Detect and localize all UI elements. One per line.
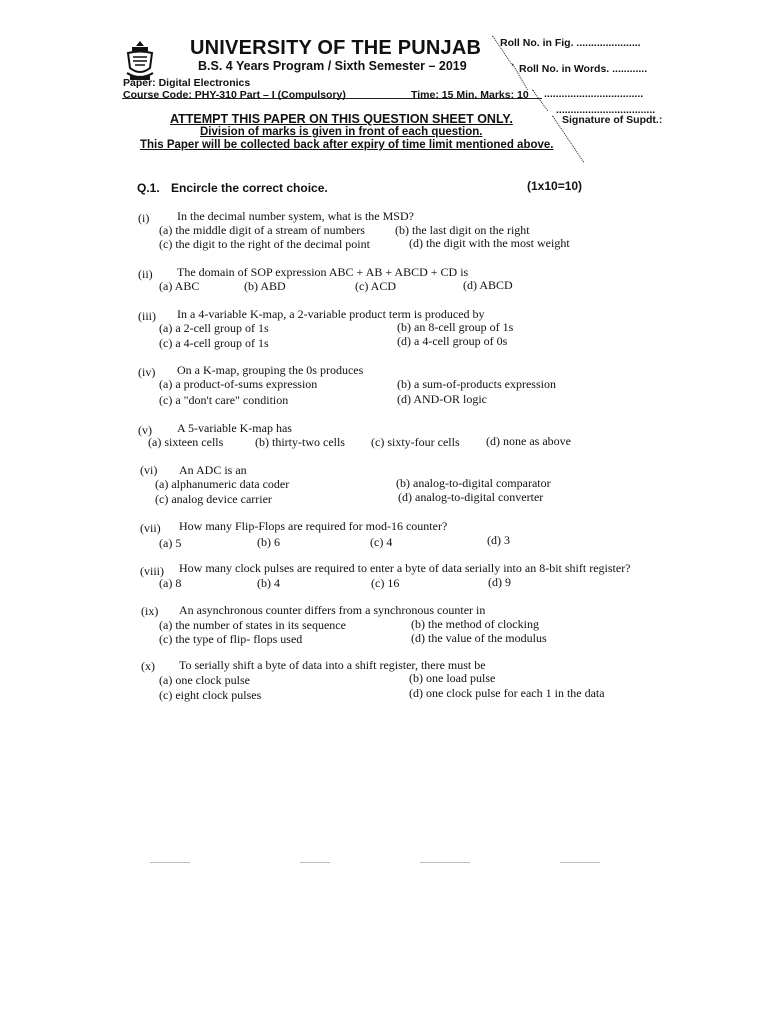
university-crest-logo	[124, 40, 156, 82]
option-b[interactable]: (b) a sum-of-products expression	[397, 377, 556, 391]
question-number: (viii)	[140, 564, 164, 578]
option-c[interactable]: (c) analog device carrier	[155, 492, 272, 506]
question-text: How many clock pulses are required to enter a byte of data serially into an 8-bit shift register?	[179, 561, 631, 575]
option-a[interactable]: (a) 5	[159, 536, 182, 550]
option-b[interactable]: (b) ABD	[244, 279, 286, 293]
option-c[interactable]: (c) ACD	[355, 279, 396, 293]
option-a[interactable]: (a) alphanumeric data coder	[155, 477, 290, 491]
option-c[interactable]: (c) sixty-four cells	[371, 435, 460, 449]
option-c[interactable]: (c) the type of flip- flops used	[159, 632, 303, 646]
section-marks: (1x10=10)	[527, 179, 583, 193]
option-d[interactable]: (d) analog-to-digital converter	[398, 490, 544, 504]
option-b[interactable]: (b) 4	[257, 576, 280, 590]
option-a[interactable]: (a) a product-of-sums expression	[159, 377, 318, 391]
question-text: A 5-variable K-map has	[177, 421, 292, 435]
option-c[interactable]: (c) 4	[370, 535, 393, 549]
option-d[interactable]: (d) the value of the modulus	[411, 631, 547, 645]
option-d[interactable]: (d) a 4-cell group of 0s	[397, 334, 508, 348]
option-d[interactable]: (d) AND-OR logic	[397, 392, 487, 406]
option-b[interactable]: (b) the method of clocking	[411, 617, 539, 631]
question-text: In a 4-variable K-map, a 2-variable product term is produced by	[177, 307, 485, 321]
scan-artifact	[150, 862, 190, 863]
option-c[interactable]: (c) eight clock pulses	[159, 688, 262, 702]
option-d[interactable]: (d) the digit with the most weight	[409, 236, 570, 250]
option-b[interactable]: (b) thirty-two cells	[255, 435, 345, 449]
question-number: (x)	[141, 659, 155, 673]
option-b[interactable]: (b) one load pulse	[409, 671, 496, 685]
section-title: Encircle the correct choice.	[171, 181, 328, 195]
roll-number-figures-field[interactable]: Roll No. in Fig. ......................	[500, 37, 641, 49]
time-marks: Time: 15 Min. Marks: 10	[411, 89, 529, 101]
roll-number-words-field[interactable]: Roll No. in Words. ............	[519, 63, 648, 75]
option-a[interactable]: (a) a 2-cell group of 1s	[159, 321, 269, 335]
option-b[interactable]: (b) the last digit on the right	[395, 223, 530, 237]
option-a[interactable]: (a) ABC	[159, 279, 200, 293]
roll-number-dotted-line: ..................................	[544, 88, 644, 100]
option-d[interactable]: (d) 9	[488, 575, 511, 589]
paper-name: Paper: Digital Electronics	[123, 77, 251, 89]
question-text: To serially shift a byte of data into a shift register, there must be	[179, 658, 486, 672]
course-code: Course Code: PHY-310 Part – I (Compulsory)	[123, 89, 346, 101]
option-d[interactable]: (d) none as above	[486, 434, 571, 448]
program-line: B.S. 4 Years Program / Sixth Semester – 2019	[198, 59, 467, 73]
option-d[interactable]: (d) ABCD	[463, 278, 513, 292]
question-text: How many Flip-Flops are required for mod-16 counter?	[179, 519, 448, 533]
option-b[interactable]: (b) analog-to-digital comparator	[396, 476, 551, 490]
signature-label: Signature of Supdt.:	[562, 114, 663, 126]
question-number: (i)	[138, 211, 150, 225]
option-c[interactable]: (c) a 4-cell group of 1s	[159, 336, 269, 350]
option-a[interactable]: (a) sixteen cells	[148, 435, 224, 449]
option-c[interactable]: (c) a "don't care" condition	[159, 393, 289, 407]
option-a[interactable]: (a) 8	[159, 576, 182, 590]
option-b[interactable]: (b) an 8-cell group of 1s	[397, 320, 514, 334]
option-c[interactable]: (c) the digit to the right of the decimal point	[159, 237, 370, 251]
header-rule	[122, 98, 542, 99]
option-c[interactable]: (c) 16	[371, 576, 400, 590]
question-text: An asynchronous counter differs from a synchronous counter in	[179, 603, 486, 617]
question-number: (vi)	[140, 463, 158, 477]
signature-dots[interactable]: ..................................	[556, 104, 656, 116]
option-b[interactable]: (b) 6	[257, 535, 280, 549]
question-number: (iii)	[138, 309, 156, 323]
question-number: (v)	[138, 423, 152, 437]
question-number: (vii)	[140, 521, 161, 535]
question-number: (iv)	[138, 365, 156, 379]
option-a[interactable]: (a) the number of states in its sequence	[159, 618, 346, 632]
scan-artifact	[420, 862, 470, 863]
scan-artifact	[300, 862, 330, 863]
instruction-line-2: Division of marks is given in front of each question.	[200, 126, 483, 138]
question-number: (ix)	[141, 604, 159, 618]
question-number: Q.1.	[137, 181, 160, 195]
option-d[interactable]: (d) one clock pulse for each 1 in the data	[409, 686, 605, 700]
question-number: (ii)	[138, 267, 153, 281]
instruction-line-1: ATTEMPT THIS PAPER ON THIS QUESTION SHEET ONLY.	[170, 112, 513, 126]
option-a[interactable]: (a) the middle digit of a stream of numbers	[159, 223, 365, 237]
question-text: The domain of SOP expression ABC + AB + ABCD + CD is	[177, 265, 469, 279]
option-a[interactable]: (a) one clock pulse	[159, 673, 250, 687]
question-text: On a K-map, grouping the 0s produces	[177, 363, 364, 377]
scan-artifact	[560, 862, 600, 863]
university-title: UNIVERSITY OF THE PUNJAB	[190, 37, 482, 59]
instruction-line-3: This Paper will be collected back after expiry of time limit mentioned above.	[140, 139, 554, 151]
option-d[interactable]: (d) 3	[487, 533, 510, 547]
question-text: An ADC is an	[179, 463, 247, 477]
question-text: In the decimal number system, what is the MSD?	[177, 209, 414, 223]
